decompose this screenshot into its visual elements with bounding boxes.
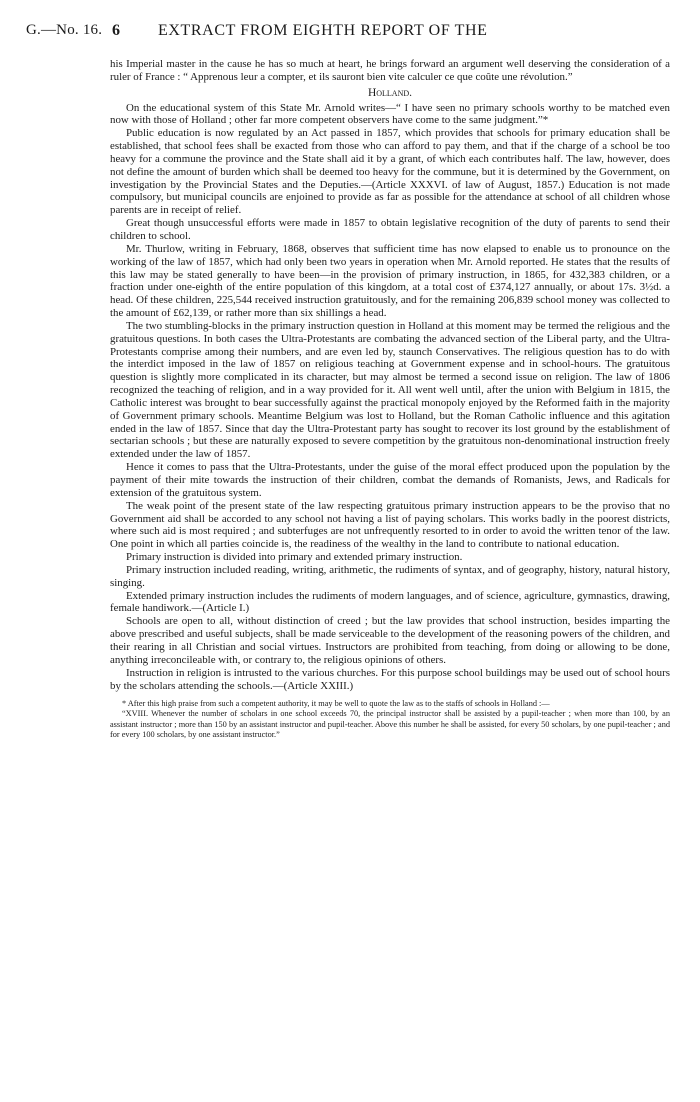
paragraph: Mr. Thurlow, writing in February, 1868, observes that sufficient time has now elapsed to enable us to pronounce on the working of the law of 1857, which had only been two years in operation when Mr. Arnold reported. He states that the results of this law may be stated generally to have been—in the provision of primary instruction, in 1865, for 432,383 children, or a fraction under one-eighth of the entire population of this kingdom, at a total cost of £374,127 annually, or about 17s. 3½d. a head. Of these children, 225,544 received instruction gratuitously, and for the remaining 206,839 school money was collected to the amount of £62,139, or rather more than six shillings a head. [110, 242, 670, 320]
footnotes [110, 699, 670, 739]
page-number: 6 [112, 22, 120, 39]
paragraph: The two stumbling-blocks in the primary instruction question in Holland at this moment may be termed the religious and the gratuitous questions. In both cases the Ultra-Protestants are combating the advanced section of the Liberal party, and the Ultra-Protestants comprise among their numbers, and are even led by, staunch Conservatives. The religious question has to do with the interdict imposed in the law of 1857 on religious teaching at Government expense and in school-hours. The gratuitous question is slightly more complicated in its character, but may almost be termed a second issue on religion. The law of 1806 recognized the teaching of religion, and in a way provided for it. All went well until, after the union with Belgium in 1815, the Catholic interest was brought to bear successfully against the practical monopoly enjoyed by the Reformed faith in the majority of Government primary schools. Meantime Belgium was lost to Holland, but the Roman Catholic influence and this agitation ended in the law of 1857. Since that day the Ultra-Protestant party has sought to recover its lost ground by the establishment of sectarian schools ; but these are naturally exposed to severe competition by the gratuitous non-denominational instruction freely extended under the law of 1857. [110, 319, 670, 461]
paragraph: Primary instruction included reading, writing, arithmetic, the rudiments of syntax, and of geography, history, natural history, singing. [110, 563, 670, 589]
paragraph: Schools are open to all, without distinction of creed ; but the law provides that school instruction, besides imparting the above prescribed and useful subjects, shall be made serviceable to the development of the reasoning powers of the children, and their rearing in all Christian and social virtues. Instructors are prohibited from teaching, from doing or allowing to be done, anything irreconcileable with, or contrary to, the religious opinions of others. [110, 615, 670, 666]
paragraph: On the educational system of this State Mr. Arnold writes—“ I have seen no primary schools worthy to be matched even now with those of Holland ; other far more competent observers have come to the same judgment.”* [110, 101, 670, 127]
paragraph: Instruction in religion is intrusted to the various churches. For this purpose school buildings may be used out of school hours by the scholars attending the schools.—(Article XXIII.) [110, 666, 670, 692]
paragraph: Extended primary instruction includes the rudiments of modern languages, and of science, agriculture, gymnastics, drawing, female handiwork.—(Article I.) [110, 589, 670, 615]
paragraph: Hence it comes to pass that the Ultra-Protestants, under the guise of the moral effect produced upon the population by the payment of their mite towards the instruction of their children, combat the demands of Romanists, Jews, and Radicals for extension of the gratuitous system. [110, 461, 670, 499]
paragraph: Primary instruction is divided into primary and extended primary instruction. [126, 551, 463, 564]
body-text [110, 58, 670, 740]
series-number: G.—No. 16. [26, 22, 103, 38]
paragraph: The weak point of the present state of the law respecting gratuitous primary instruction appears to be the proviso that no Government aid shall be accorded to any school not having a list of paying scholars. This works badly in the poorest districts, where such aid is most required ; and subterfuges are not unfrequently resorted to in order to avoid the written tenor of the law. One point in which all parties coincide is, the readiness of the wealthy in the land to contribute to national education. [110, 499, 670, 551]
paragraph: Public education is now regulated by an Act passed in 1857, which provides that schools for primary education shall be established, that school fees shall be exacted from those who can afford to pay them, and that if the charge of a school be too heavy for a commune the province and the State shall aid it by a grant, of which each contributes half. The law, however, does not define the amount of burden which shall be deemed too heavy for the commune, but it is determined by the Government, on investigation by the Provincial States and the Deputies.—(Article XXXVI. of law of August, 1857.) Education is not made compulsory, but municipal councils are enjoined to provide as far as possible for the attendance at school of all children whose parents are in receipt of relief. [110, 127, 670, 217]
paragraph-continuation: his Imperial master in the cause he has so much at heart, he brings forward an argument well deserving the consideration of a ruler of France : “ Apprenous leur a compter, et ils sauront bien vite calculer ce que coûte une révolution.” [110, 58, 670, 83]
footnote-quote: “XVIII. Whenever the number of scholars in one school exceeds 70, the principal instructor shall be assisted by a pupil-teacher ; when more than 100, by an assistant instructor ; more than 150 by an assistant instructor and pupil-teacher. Above this number he shall be assisted, for every 50 scholars, by one pupil-teacher ; and for every 100 scholars, by one assistant instructor.” [110, 709, 670, 739]
paragraph: Great though unsuccessful efforts were made in 1857 to obtain legislative recognition of the duty of parents to send their children to school. [110, 217, 670, 242]
running-title: EXTRACT FROM EIGHTH REPORT OF THE [158, 22, 488, 39]
footnote: * After this high praise from such a competent authority, it may be well to quote the law as to the staffs of schools in Holland :— [122, 699, 550, 709]
section-heading: Holland. [367, 86, 413, 99]
page-header [26, 22, 674, 42]
